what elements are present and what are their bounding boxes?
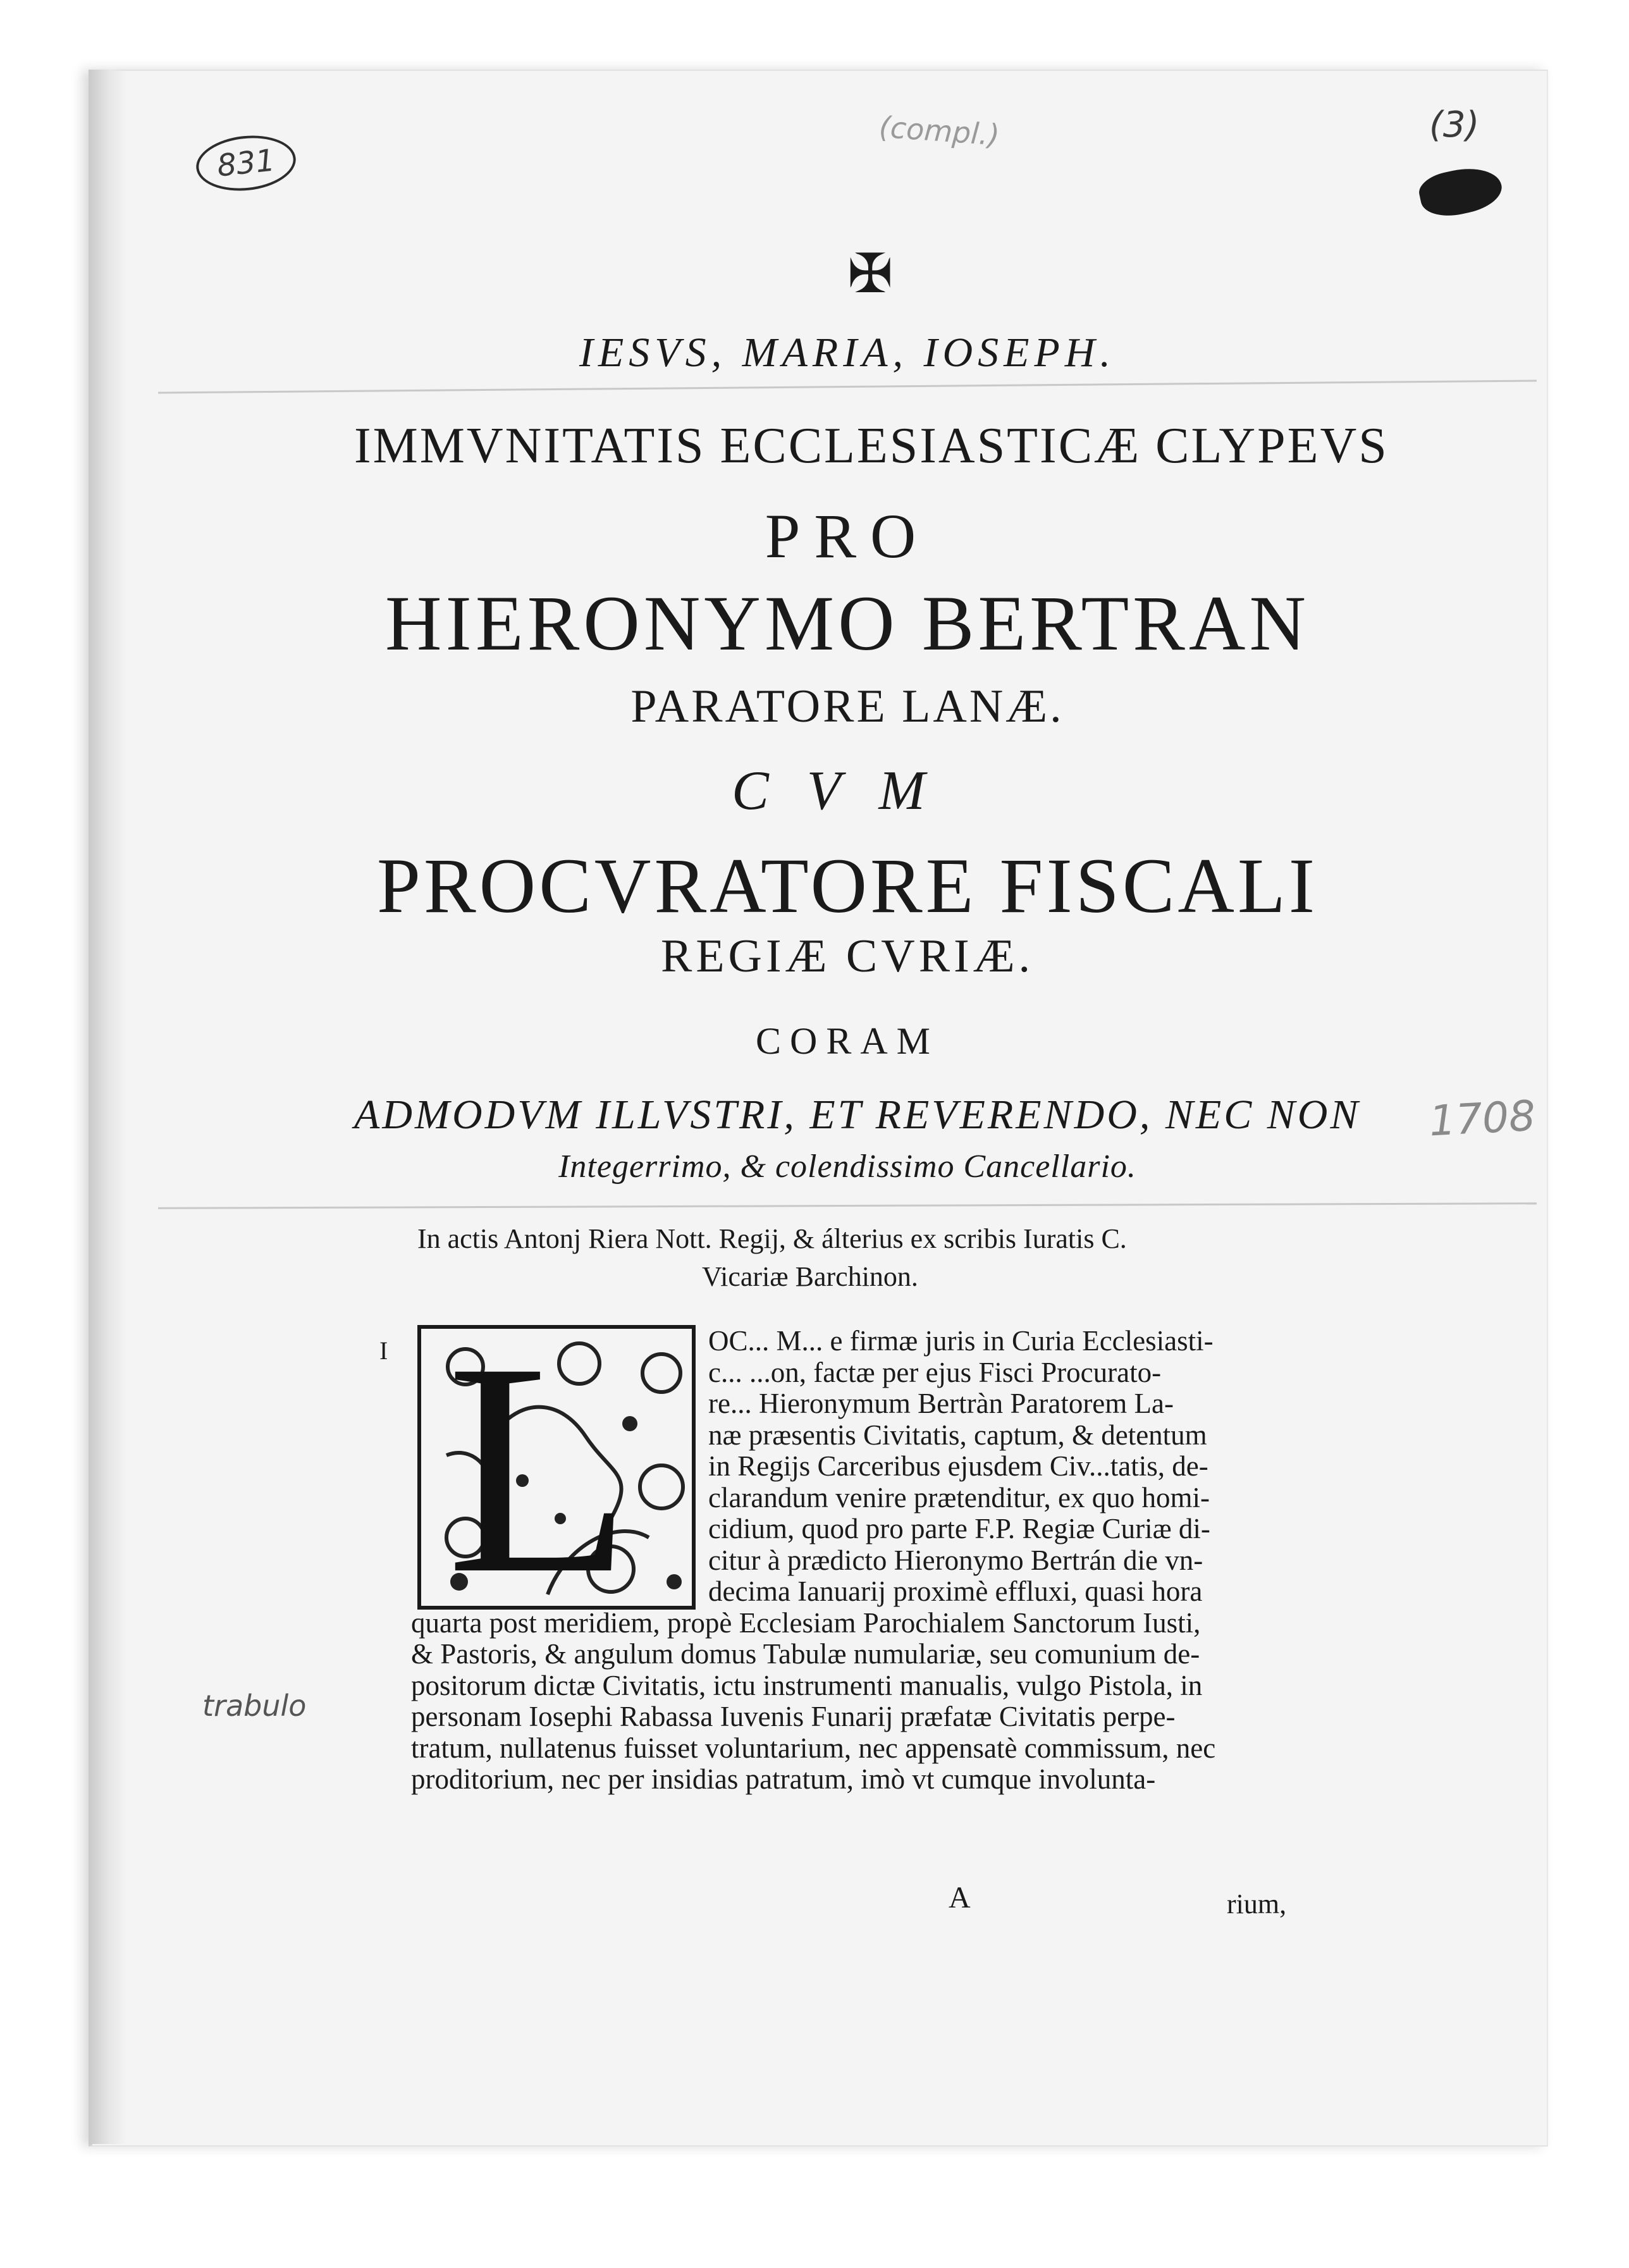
body-line: c... ...on, factæ per ejus Fisci Procurato-: [708, 1356, 1162, 1388]
title-pro: PRO: [765, 501, 930, 571]
pencil-margin-note: trabulo: [202, 1689, 307, 1723]
decorated-initial: [417, 1325, 696, 1610]
body-line: cidium, quod pro parte F.P. Regiæ Curiæ di-: [708, 1513, 1210, 1544]
address-line-2: Integerrimo, & colendissimo Cancellario.: [558, 1149, 1136, 1185]
title-opponent: PROCVRATORE FISCALI: [376, 842, 1318, 929]
invocation: IESVS, MARIA, IOSEPH.: [579, 330, 1116, 376]
pencil-note-top: (compl.): [878, 109, 1001, 152]
body-line: citur à prædicto Hieronymo Bertrán die vn-: [708, 1544, 1203, 1576]
binding-edge: [89, 70, 126, 2144]
cross-icon: ✠: [847, 242, 894, 305]
body-line: re... Hieronymum Bertràn Paratorem La-: [708, 1388, 1174, 1419]
title-line-1: IMMVNITATIS ECCLESIASTICÆ CLYPEVS: [354, 418, 1389, 474]
pencil-date: 1708: [1428, 1091, 1537, 1146]
body-line: tratum, nullatenus fuisset voluntarium, nec appensatè commissum, nec: [411, 1732, 1216, 1764]
archive-number: 831: [194, 131, 298, 195]
body-line: proditorium, nec per insidias patratum, imò vt cumque involunta-: [411, 1763, 1156, 1795]
catchword: rium,: [1227, 1889, 1287, 1920]
body-line: in Regijs Carceribus ejusdem Civ...tatis, de-: [708, 1450, 1208, 1482]
pencil-note-top-right: (3): [1429, 104, 1480, 145]
signature-mark: A: [949, 1881, 971, 1914]
body-line: & Pastoris, & angulum domus Tabulæ numulariæ, seu comunium de-: [411, 1638, 1200, 1670]
acts-line-2: Vicariæ Barchinon.: [702, 1261, 918, 1292]
body-line: personam Iosephi Rabassa Iuvenis Funarij præfatæ Civitatis perpe-: [411, 1701, 1176, 1732]
body-line: positorum dictæ Civitatis, ictu instrumenti manualis, vulgo Pistola, in: [411, 1669, 1203, 1701]
body-line: quarta post meridiem, propè Ecclesiam Parochialem Sanctorum Iusti,: [411, 1606, 1201, 1639]
paragraph-marker: I: [379, 1336, 388, 1365]
body-line: OC... M... e firmæ juris in Curia Ecclesiasti-: [708, 1325, 1214, 1357]
title-name: HIERONYMO BERTRAN: [384, 580, 1310, 667]
initial-letter: L: [446, 1325, 632, 1610]
title-opponent-2: REGIÆ CVRIÆ.: [660, 930, 1035, 982]
title-coram: CORAM: [755, 1020, 940, 1062]
address-line-1: ADMODVM ILLVSTRI, ET REVERENDO, NEC NON: [354, 1092, 1361, 1138]
body-line: næ præsentis Civitatis, captum, & detentum: [708, 1419, 1207, 1451]
title-cum: CVM: [732, 760, 963, 822]
body-line: decima Ianuarij proximè effluxi, quasi hora: [708, 1575, 1203, 1607]
acts-line-1: In actis Antonj Riera Nott. Regij, & álterius ex scribis Iuratis C.: [417, 1223, 1127, 1254]
body-line: clarandum venire prætenditur, ex quo homi-: [708, 1481, 1210, 1513]
title-occupation: PARATORE LANÆ.: [630, 681, 1064, 732]
